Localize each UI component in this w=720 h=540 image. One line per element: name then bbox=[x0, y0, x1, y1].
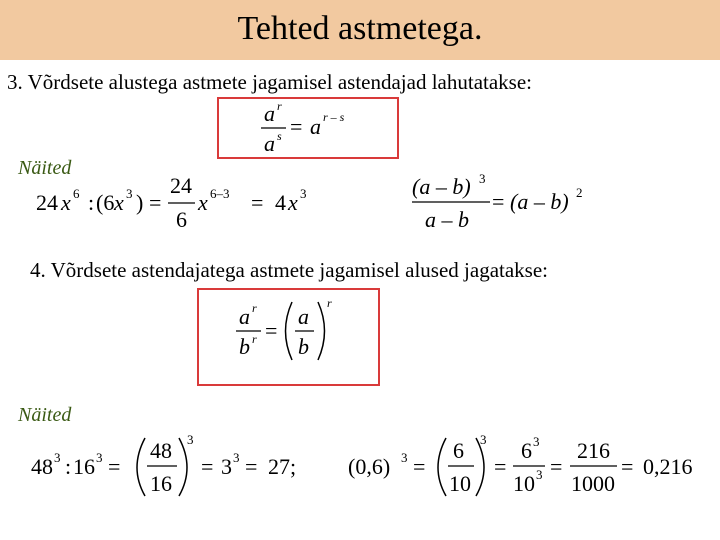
rule-3-text: 3. Võrdsete alustega astmete jagamisel astendajad lahutatakse: bbox=[7, 70, 533, 94]
numerator-base: a bbox=[264, 101, 275, 126]
example-4-formula bbox=[345, 430, 715, 500]
ex1-e2: 3 bbox=[126, 186, 133, 201]
ex3-b: 16 bbox=[73, 454, 95, 479]
ex1-eq1: = bbox=[149, 190, 162, 215]
examples-label-1: Näited bbox=[18, 157, 72, 179]
ex3-right-paren bbox=[179, 438, 187, 496]
ex3-eq1: = bbox=[108, 454, 121, 479]
rule-3-formula-box bbox=[217, 97, 399, 159]
ex1-res: 4 bbox=[275, 190, 286, 215]
ex1-x4: x bbox=[288, 190, 298, 215]
r4-frac-num: a bbox=[298, 304, 309, 329]
example-3-formula bbox=[25, 430, 325, 500]
result-base: a bbox=[310, 114, 321, 139]
r4-eq: = bbox=[265, 318, 278, 343]
r4-num-exp: r bbox=[252, 301, 257, 315]
ex3-eq3: = bbox=[245, 454, 258, 479]
ex4-fd3: 1000 bbox=[571, 471, 615, 496]
ex4-res: 0,216 bbox=[643, 454, 693, 479]
ex4-fd2: 10 bbox=[513, 471, 535, 496]
ex3-colon: : bbox=[65, 454, 72, 479]
ex4-fd2e: 3 bbox=[536, 467, 543, 482]
ex1-e4: 3 bbox=[300, 186, 307, 201]
denominator-base: a bbox=[264, 131, 275, 156]
ex3-ae: 3 bbox=[54, 450, 61, 465]
ex3-a: 48 bbox=[31, 454, 53, 479]
ex1-colon: : bbox=[88, 190, 95, 215]
ex4-eq3: = bbox=[550, 454, 563, 479]
ex2-den: a – b bbox=[425, 207, 469, 232]
ex1-e1: 6 bbox=[73, 186, 80, 201]
example-1-formula bbox=[30, 172, 330, 234]
ex3-pe: 3 bbox=[187, 432, 194, 447]
rule-4-formula bbox=[199, 290, 378, 384]
ex4-lhse: 3 bbox=[401, 450, 408, 465]
ex2-res-exp: 2 bbox=[576, 185, 583, 200]
ex2-res: (a – b) bbox=[510, 189, 569, 214]
r4-right-paren bbox=[318, 302, 325, 360]
r4-left-paren bbox=[286, 302, 293, 360]
denominator-exponent: s bbox=[277, 129, 282, 143]
ex1-coef: 24 bbox=[36, 190, 58, 215]
ex1-frac-num: 24 bbox=[170, 173, 192, 198]
ex4-fd: 10 bbox=[449, 471, 471, 496]
rule-4-formula-box bbox=[197, 288, 380, 386]
ex1-x1: x bbox=[61, 190, 71, 215]
ex4-fn2: 6 bbox=[521, 438, 532, 463]
ex4-eq2: = bbox=[494, 454, 507, 479]
ex3-be: 3 bbox=[96, 450, 103, 465]
ex4-pe: 3 bbox=[480, 432, 487, 447]
r4-den-exp: r bbox=[252, 332, 257, 346]
ex3-res: 27; bbox=[268, 454, 297, 479]
r4-den-base: b bbox=[239, 334, 250, 359]
r4-paren-exp: r bbox=[327, 296, 332, 310]
ex1-close: ) bbox=[136, 190, 144, 215]
r4-num-base: a bbox=[239, 304, 250, 329]
ex4-eq4: = bbox=[621, 454, 634, 479]
ex2-eq: = bbox=[492, 189, 505, 214]
rule-3-formula bbox=[219, 99, 397, 157]
title-bar bbox=[0, 0, 720, 60]
example-2-formula bbox=[408, 170, 598, 234]
ex2-num: (a – b) bbox=[412, 174, 471, 199]
ex1-frac-den: 6 bbox=[176, 207, 187, 232]
equals-sign: = bbox=[290, 114, 303, 139]
ex3-c: 3 bbox=[221, 454, 232, 479]
ex4-left-paren bbox=[438, 438, 446, 496]
rule-4-text: 4. Võrdsete astendajatega astmete jagamisel alused jagatakse: bbox=[30, 258, 548, 282]
result-exponent: r – s bbox=[323, 110, 345, 124]
numerator-exponent: r bbox=[277, 99, 282, 113]
ex4-fn: 6 bbox=[453, 438, 464, 463]
ex1-e3: 6–3 bbox=[210, 186, 230, 201]
ex4-fn3: 216 bbox=[577, 438, 610, 463]
ex4-eq1: = bbox=[413, 454, 426, 479]
page-title: Tehted astmetega. bbox=[237, 10, 483, 47]
ex4-lhs: (0,6) bbox=[348, 454, 391, 479]
ex3-eq2: = bbox=[201, 454, 214, 479]
ex1-x2: x bbox=[114, 190, 124, 215]
ex1-eq2: = bbox=[251, 190, 264, 215]
examples-label-2: Näited bbox=[18, 404, 72, 426]
ex4-fn2e: 3 bbox=[533, 434, 540, 449]
ex3-fn: 48 bbox=[150, 438, 172, 463]
ex3-ce: 3 bbox=[233, 450, 240, 465]
ex2-num-exp: 3 bbox=[479, 171, 486, 186]
ex1-paren: (6 bbox=[96, 190, 115, 215]
ex3-left-paren bbox=[137, 438, 145, 496]
ex1-x3: x bbox=[198, 190, 208, 215]
r4-frac-den: b bbox=[298, 334, 309, 359]
ex3-fd: 16 bbox=[150, 471, 172, 496]
